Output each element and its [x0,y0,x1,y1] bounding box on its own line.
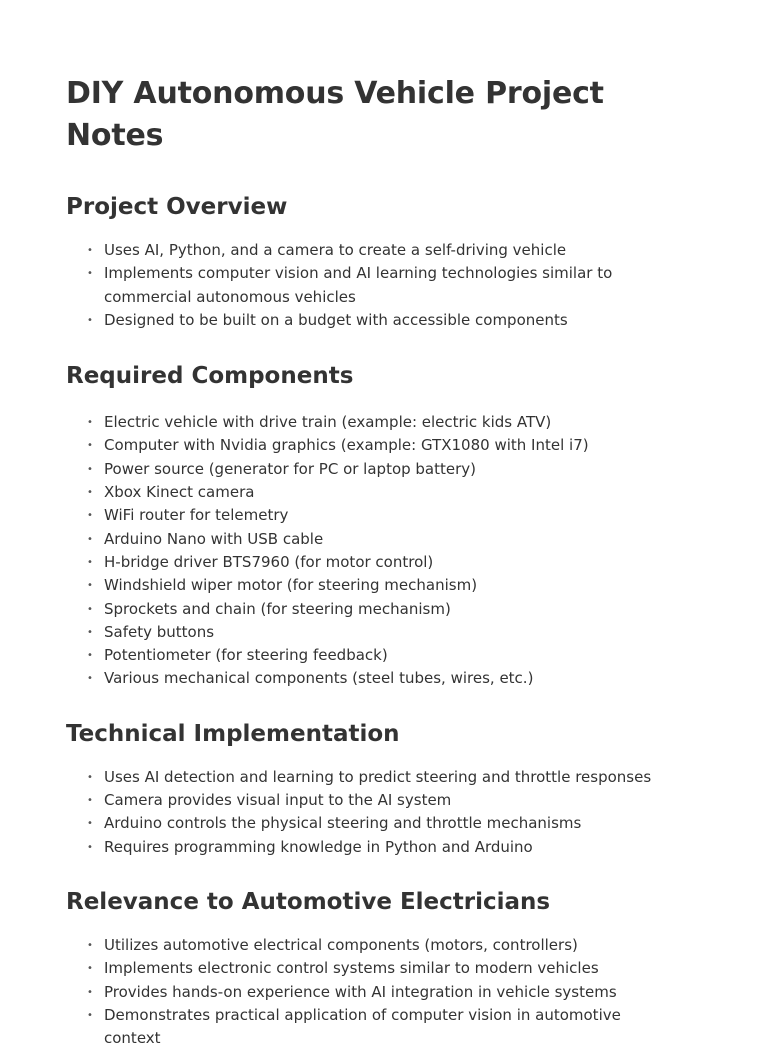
list-item: • Designed to be built on a budget with accessible components [104,309,702,332]
list-item: • Provides hands-on experience with AI integration in vehicle systems [104,981,702,1004]
list-item: • Implements electronic control systems similar to modern vehicles [104,957,702,980]
bullet-list [66,411,702,691]
list-item: • Computer with Nvidia graphics (example: GTX1080 with Intel i7) [104,434,702,457]
list-item: • Xbox Kinect camera [104,481,702,504]
list-item: • Utilizes automotive electrical components (motors, controllers) [104,934,702,957]
list-item: • H-bridge driver BTS7960 (for motor control) [104,551,702,574]
list-item: • Demonstrates practical application of computer vision in automotive context [104,1004,702,1050]
section-heading: Technical Implementation [66,720,400,747]
list-item: • Sprockets and chain (for steering mechanism) [104,598,702,621]
list-item: • Arduino controls the physical steering and throttle mechanisms [104,812,702,835]
bullet-list [66,239,702,332]
section-heading: Relevance to Automotive Electricians [66,888,551,915]
section-heading: Project Overview [66,194,288,220]
section-project-overview [66,191,702,332]
list-item: • Uses AI, Python, and a camera to create a self-driving vehicle [104,239,702,262]
list-item: • Uses AI detection and learning to predict steering and throttle responses [104,766,702,789]
list-item: • Various mechanical components (steel tubes, wires, etc.) [104,667,702,690]
list-item: • Windshield wiper motor (for steering mechanism) [104,574,702,597]
list-item: • Requires programming knowledge in Python and Arduino [104,836,702,859]
list-item: • Electric vehicle with drive train (example: electric kids ATV) [104,411,702,434]
list-item: • WiFi router for telemetry [104,504,702,527]
list-item: • Safety buttons [104,621,702,644]
list-item: • Potentiometer (for steering feedback) [104,644,702,667]
list-item: • Power source (generator for PC or laptop battery) [104,458,702,481]
list-item: • Implements computer vision and AI learning technologies similar to commercial autonomous vehicles [104,262,702,309]
list-item: • Arduino Nano with USB cable [104,528,702,551]
document-title: DIY Autonomous Vehicle Project Notes [66,76,604,153]
section-technical-implementation [66,718,702,859]
list-item: • Camera provides visual input to the AI system [104,789,702,812]
section-heading: Required Components [66,363,354,390]
section-relevance-automotive-electricians [66,886,702,1050]
section-required-components [66,360,702,691]
bullet-list [66,766,702,859]
bullet-list [66,934,702,1050]
